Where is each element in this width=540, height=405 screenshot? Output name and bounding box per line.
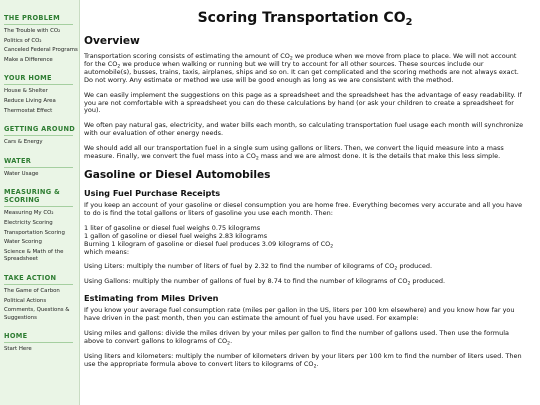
fuel-receipts-heading: Using Fuel Purchase Receipts	[84, 187, 221, 198]
miles-driven-heading: Estimating from Miles Driven	[84, 293, 219, 304]
receipts-paragraph: If you keep an account of your gasoline or diesel consumption you are home free. Everything becomes very accurate and all you have to do is find the total gallons or liters of gasoline you use each month. Then:	[84, 200, 523, 217]
sidebar-link-reduce-living-area[interactable]: Reduce Living Area	[4, 97, 56, 104]
sidebar-section-measuring	[4, 188, 79, 265]
overview-paragraph-3: We often pay natural gas, electricity, and water bills each month, so calculating transportation fuel usage each month will synchronize with our evaluation of other energy needs.	[84, 121, 524, 138]
sidebar-link-water-usage[interactable]: Water Usage	[4, 170, 39, 177]
sidebar-section-water	[4, 157, 79, 180]
fuel-fact-gallon: 1 gallon of gasoline or diesel fuel weighs 2.83 kilograms	[84, 231, 268, 240]
sidebar-link-electricity-scoring[interactable]: Electricity Scoring	[4, 219, 53, 226]
sidebar-link-science-math[interactable]: Science & Math of the Spreadsheet	[4, 248, 64, 263]
sidebar-section-getting-around	[4, 125, 79, 148]
sidebar-link-game-of-carbon[interactable]: The Game of Carbon	[4, 287, 60, 294]
sidebar-section-problem	[4, 14, 79, 65]
sidebar-section-title: MEASURING & SCORING	[4, 188, 61, 205]
sidebar-link-transportation-scoring[interactable]: Transportation Scoring	[4, 229, 65, 236]
sidebar-link-trouble-co2[interactable]: The Trouble with CO₂	[4, 28, 61, 34]
sidebar-divider	[4, 206, 73, 207]
fuel-facts	[84, 225, 526, 257]
sidebar-section-title: GETTING AROUND	[4, 125, 76, 134]
sidebar-section-title: WATER	[4, 156, 32, 165]
sidebar-link-water-scoring[interactable]: Water Scoring	[4, 239, 42, 246]
sidebar-section-home-start	[4, 332, 79, 355]
overview-heading: Overview	[84, 35, 140, 47]
sidebar-nav	[0, 0, 80, 405]
sidebar-link-measuring-co2[interactable]: Measuring My CO₂	[4, 210, 54, 217]
sidebar-link-start-here[interactable]: Start Here	[4, 346, 32, 353]
sidebar-link-canceled-programs[interactable]: Canceled Federal Programs	[4, 47, 78, 54]
sidebar-divider	[4, 24, 73, 25]
page-title-text: Scoring Transportation CO	[197, 10, 406, 26]
sidebar-divider	[4, 135, 73, 136]
miles-paragraph-3: Using liters and kilometers: multiply the number of kilometers driven by your liters per 100 km to find the number of liters used. Then use the appropriate formula above to convert liters to kilograms of $CO_2$.	[84, 351, 522, 370]
sidebar-link-house-shelter[interactable]: House & Shelter	[4, 88, 48, 95]
miles-paragraph-1: If you know your average fuel consumption rate (miles per gallon in the US, liters per 100 km elsewhere) and you know how far you have driven in the past month, then you can estimate the amount of fuel you have used. For example:	[84, 306, 515, 323]
sidebar-link-politics-co2[interactable]: Politics of CO₂	[4, 37, 42, 44]
sidebar-section-title: THE PROBLEM	[4, 14, 60, 22]
sidebar-section-title: TAKE ACTION	[4, 273, 57, 282]
sidebar-section-title: HOME	[4, 332, 28, 341]
main-content	[84, 0, 526, 376]
using-liters-paragraph: Using Liters: multiply the number of liters of fuel by 2.32 to find the number of kilograms of $CO_2$ produced.	[84, 262, 433, 272]
fuel-fact-means: which means:	[84, 247, 130, 256]
sidebar-section-home	[4, 74, 79, 116]
miles-paragraph-2: Using miles and gallons: divide the miles driven by your miles per gallon to find the number of gallons used. Then use the formula above to convert gallons to kilograms of $CO_2$.	[84, 329, 509, 347]
sidebar-link-cars-energy[interactable]: Cars & Energy	[4, 139, 43, 146]
sidebar-divider	[4, 84, 73, 85]
using-gallons-paragraph: Using Gallons: multiply the number of gallons of fuel by 8.74 to find the number of kilograms of $CO_2$ produced.	[84, 277, 446, 287]
sidebar-link-thermostat-effect[interactable]: Thermostat Effect	[4, 107, 53, 114]
page-title-subscript: 2	[405, 16, 413, 28]
overview-paragraph-1: Transportation scoring consists of estimating the amount of $CO_2$ we produce when we move from place to place. We will not account for the $CO_2$ we produce when walking or running but we will try to account for all other sources. These sources include our automobile(s), busses, trains, taxis, airplanes, ships and so on. It can get complicated and the scoring methods are not always exact. Do not worry. Any estimate or method we use will be good enough as long as we are consistent with the method.	[84, 52, 519, 84]
fuel-fact-burning: Burning 1 kilogram of gasoline or diesel fuel produces 3.09 kilograms of $CO_2$	[84, 239, 334, 249]
sidebar-section-title: YOUR HOME	[4, 74, 52, 83]
sidebar-link-political-actions[interactable]: Political Actions	[4, 297, 47, 304]
sidebar-divider	[4, 167, 73, 168]
page-title	[84, 10, 526, 27]
sidebar-divider	[4, 284, 73, 285]
overview-paragraph-2: We can easily implement the suggestions on this page as a spreadsheet and the spreadsheet has the advantage of easy readability. If you are not comfortable with a spreadsheet you can do these calculations by hand (or ask your children to create a spreadsheet for you).	[84, 90, 522, 115]
sidebar-link-comments-questions[interactable]: Comments, Questions & Suggestions	[4, 307, 70, 321]
fuel-fact-liter: 1 liter of gasoline or diesel fuel weighs 0.75 kilograms	[84, 223, 261, 232]
gasoline-diesel-heading: Gasoline or Diesel Automobiles	[84, 168, 271, 181]
sidebar-divider	[4, 342, 73, 343]
sidebar-section-take-action	[4, 274, 79, 323]
overview-paragraph-4: We should add all our transportation fuel in a single sum using gallons or liters. Then, we convert the liquid measure into a mass measure. Finally, we convert the fuel mass into a $CO_2$ mass and we are almost done. It is the details that make this less simple.	[84, 144, 504, 162]
sidebar-link-make-difference[interactable]: Make a Difference	[4, 56, 53, 63]
